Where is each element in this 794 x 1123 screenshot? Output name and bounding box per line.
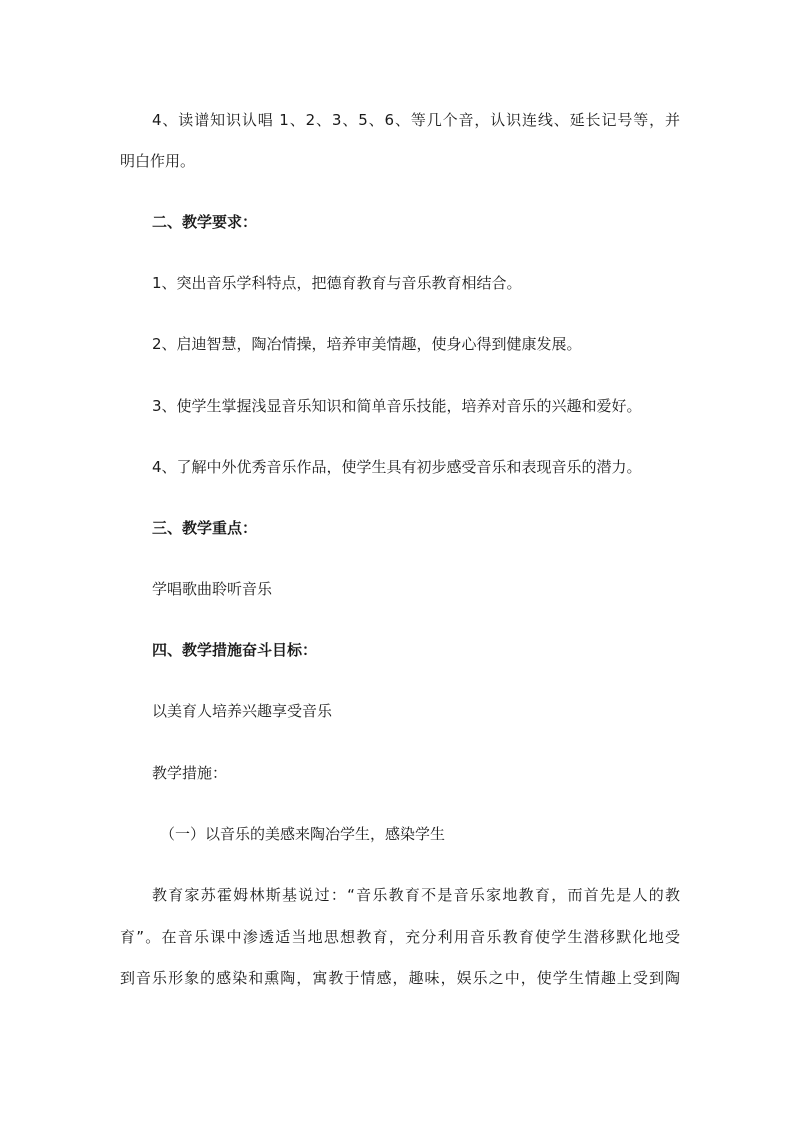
teaching-goal-text: 以美育人培养兴趣享受音乐	[152, 702, 333, 720]
paragraph-reading-notes-line2: 明白作用。	[120, 152, 196, 170]
quote-paragraph-line3: 到音乐形象的感染和熏陶，寓教于情感，趣味，娱乐之中，使学生情趣上受到陶	[120, 969, 680, 987]
paragraph-reading-notes-line1: 4、读谱知识认唱 1、2、3、5、6、等几个音，认识连线、延长记号等，并	[152, 111, 680, 129]
requirement-item-2: 2、启迪智慧，陶冶情操，培养审美情趣，使身心得到健康发展。	[152, 335, 582, 353]
teaching-measures-label: 教学措施：	[152, 764, 228, 782]
heading-teaching-focus: 三、教学重点：	[152, 519, 258, 537]
requirement-item-4: 4、了解中外优秀音乐作品，使学生具有初步感受音乐和表现音乐的潜力。	[152, 458, 642, 476]
quote-paragraph-line1: 教育家苏霍姆林斯基说过：“音乐教育不是音乐家地教育，而首先是人的教	[152, 886, 680, 904]
requirement-item-3: 3、使学生掌握浅显音乐知识和简单音乐技能，培养对音乐的兴趣和爱好。	[152, 397, 642, 415]
measure-1-title: （一）以音乐的美感来陶冶学生，感染学生	[160, 825, 446, 843]
heading-teaching-requirements: 二、教学要求：	[152, 213, 258, 231]
quote-paragraph-line2: 育”。在音乐课中渗透适当地思想教育，充分利用音乐教育使学生潜移默化地受	[120, 928, 680, 946]
heading-teaching-measures-goals: 四、教学措施奋斗目标：	[152, 641, 318, 659]
requirement-item-1: 1、突出音乐学科特点，把德育教育与音乐教育相结合。	[152, 274, 522, 292]
teaching-focus-text: 学唱歌曲聆听音乐	[152, 580, 273, 598]
